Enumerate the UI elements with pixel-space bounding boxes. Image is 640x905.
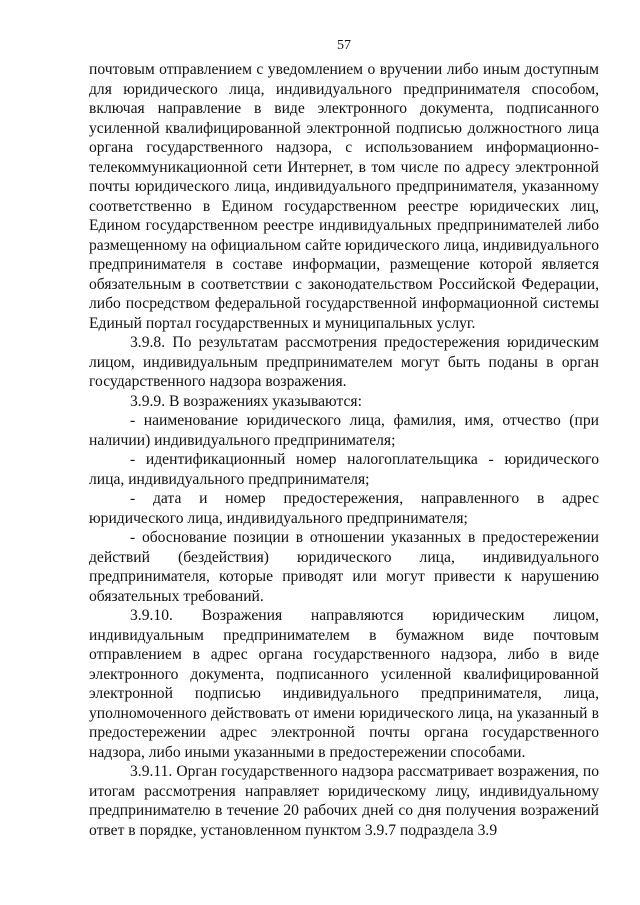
- paragraph-3-9-11: 3.9.11. Орган государственного надзора рассматривает возражения, по итогам рассмотрения направляет юридическому лицу, индивидуальному предпринимателю в течение 20 рабочих дней со дня получения возражений ответ в порядке, установленном пунктом 3.9.7 подраздела 3.9: [89, 763, 599, 839]
- paragraph-3-9-8: 3.9.8. По результатам рассмотрения предостережения юридическим лицом, индивидуальным предпринимателем могут быть поданы в орган государственного надзора возражения.: [89, 334, 599, 390]
- document-body: [89, 60, 599, 840]
- list-item-justification: - обоснование позиции в отношении указанных в предостережении действий (бездействия) юридического лица, индивидуального предпринимателя, которые приводят или могут привести к нарушению обязательных требований.: [89, 529, 599, 605]
- page-number: 57: [337, 38, 351, 53]
- paragraph-3-9-9: 3.9.9. В возражениях указываются:: [130, 392, 362, 410]
- paragraph-3-9-10: 3.9.10. Возражения направляются юридическим лицом, индивидуальным предпринимателем в бумажном виде почтовым отправлением в адрес органа государственного надзора, либо в виде электронного документа, подписанного усиленной квалифицированной электронной подписью индивидуального предпринимателя, лица, уполномоченного действовать от имени юридического лица, на указанный в предостережении адрес электронной почты органа государственного надзора, либо иными указанными в предостережении способами.: [89, 607, 599, 761]
- list-item-inn: - идентификационный номер налогоплательщика - юридического лица, индивидуального предпринимателя;: [89, 451, 599, 488]
- list-item-date-number: - дата и номер предостережения, направленного в адрес юридического лица, индивидуального предпринимателя;: [89, 490, 599, 527]
- list-item-name: - наименование юридического лица, фамилия, имя, отчество (при наличии) индивидуального предпринимателя;: [89, 412, 599, 449]
- paragraph-continuation: почтовым отправлением с уведомлением о вручении либо иным доступным для юридического лица, индивидуального предпринимателя способом, включая направление в виде электронного документа, подписанного усиленной квалифицированной электронной подписью должностного лица органа государственного надзора, с использованием информационно-телекоммуникационной сети Интернет, в том числе по адресу электронной почты юридического лица, индивидуального предпринимателя, указанному соответственно в Едином государственном реестре юридических лиц, Едином государственном реестре индивидуальных предпринимателей либо размещенному на официальном сайте юридического лица, индивидуального предпринимателя в составе информации, размещение которой является обязательным в соответствии с законодательством Российской Федерации, либо посредством федеральной государственной информационной системы Единый портал государственных и муниципальных услуг.: [89, 61, 599, 332]
